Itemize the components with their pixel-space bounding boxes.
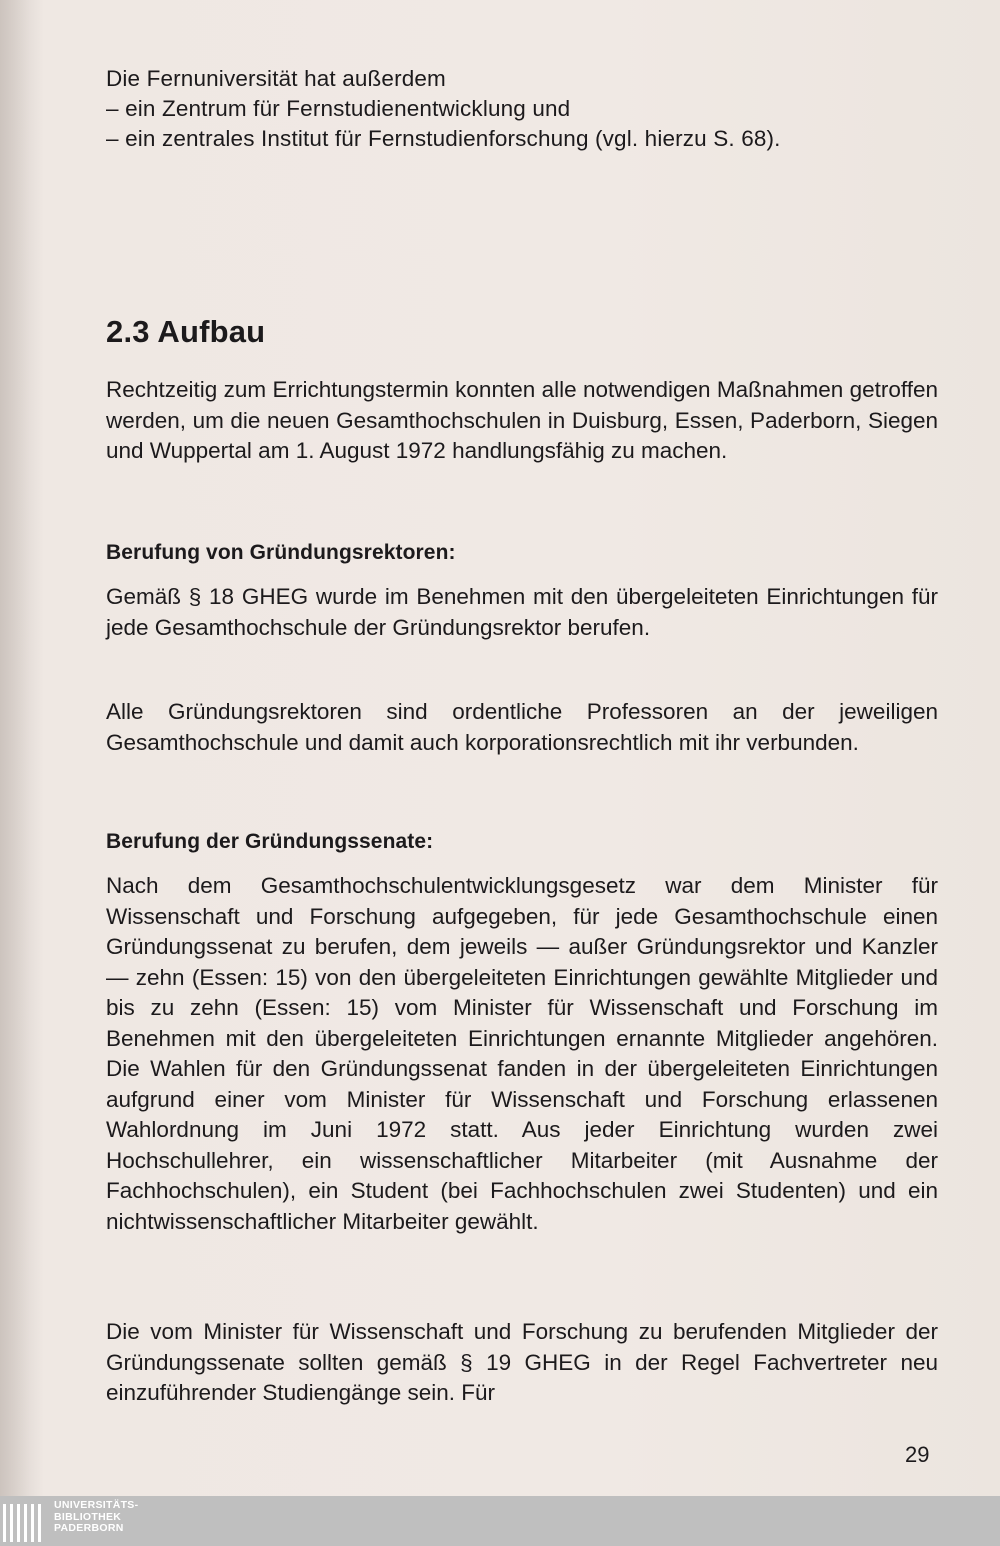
library-footer [0, 1496, 1000, 1546]
rektoren-heading: Berufung von Gründungsrektoren: [106, 541, 456, 564]
intro-list-item: – ein Zentrum für Fernstudienentwicklung und [106, 96, 571, 121]
logo-line: UNIVERSITÄTS- [54, 1499, 139, 1511]
senate-paragraph-1: Nach dem Gesamthochschulentwicklungsgesetz war dem Minister für Wissenschaft und Forschung aufgegeben, für jede Gesamthochschule einen Gründungssenat zu berufen, dem jeweils — außer Gründungsrektor und Kanzler — zehn (Essen: 15) von den übergeleiteten Einrichtungen gewählte Mitglieder und bis zu zehn (Essen: 15) vom Minister für Wissenschaft und Forschung im Benehmen mit den übergeleiteten Einrichtungen ernannte Mitglieder angehören. Die Wahlen für den Gründungssenat fanden in der übergeleiteten Einrichtungen aufgrund einer vom Minister für Wissenschaft und Forschung erlassenen Wahlordnung im Juni 1972 statt. Aus jeder Einrichtung wurden zwei Hochschullehrer, ein wissenschaftlicher Mitarbeiter (mit Ausnahme der Fachhochschulen), ein Student (bei Fachhochschulen zwei Studenten) und ein nichtwissenschaftlicher Mitarbeiter gewählt. [106, 873, 938, 1234]
section-heading: 2.3 Aufbau [106, 314, 266, 349]
library-logo-text [54, 1500, 138, 1535]
intro-list-item: – ein zentrales Institut für Fernstudienforschung (vgl. hierzu S. 68). [106, 126, 781, 151]
intro-block [106, 64, 938, 154]
page-binding-shadow [0, 0, 44, 1496]
library-logo-icon [0, 1500, 46, 1546]
senate-paragraph-2: Die vom Minister für Wissenschaft und Forschung zu berufenden Mitglieder der Gründungssenate sollten gemäß § 19 GHEG in der Regel Fachvertreter neu einzuführender Studiengänge sein. Für [106, 1319, 938, 1405]
logo-line: BIBLIOTHEK [54, 1510, 122, 1523]
rektoren-paragraph-2: Alle Gründungsrektoren sind ordentliche Professoren an der jeweiligen Gesamthochschule und damit auch korporationsrechtlich mit ihr verbunden. [106, 699, 938, 755]
intro-line: Die Fernuniversität hat außerdem [106, 66, 446, 91]
rektoren-paragraph-1: Gemäß § 18 GHEG wurde im Benehmen mit den übergeleiteten Einrichtungen für jede Gesamthochschule der Gründungsrektor berufen. [106, 584, 938, 640]
section-paragraph: Rechtzeitig zum Errichtungstermin konnten alle notwendigen Maßnahmen getroffen werden, um die neuen Gesamthochschulen in Duisburg, Essen, Paderborn, Siegen und Wuppertal am 1. August 1972 handlungsfähig zu machen. [106, 377, 938, 463]
senate-heading: Berufung der Gründungssenate: [106, 830, 434, 853]
logo-line: PADERBORN [54, 1522, 124, 1534]
page-number: 29 [905, 1442, 930, 1467]
